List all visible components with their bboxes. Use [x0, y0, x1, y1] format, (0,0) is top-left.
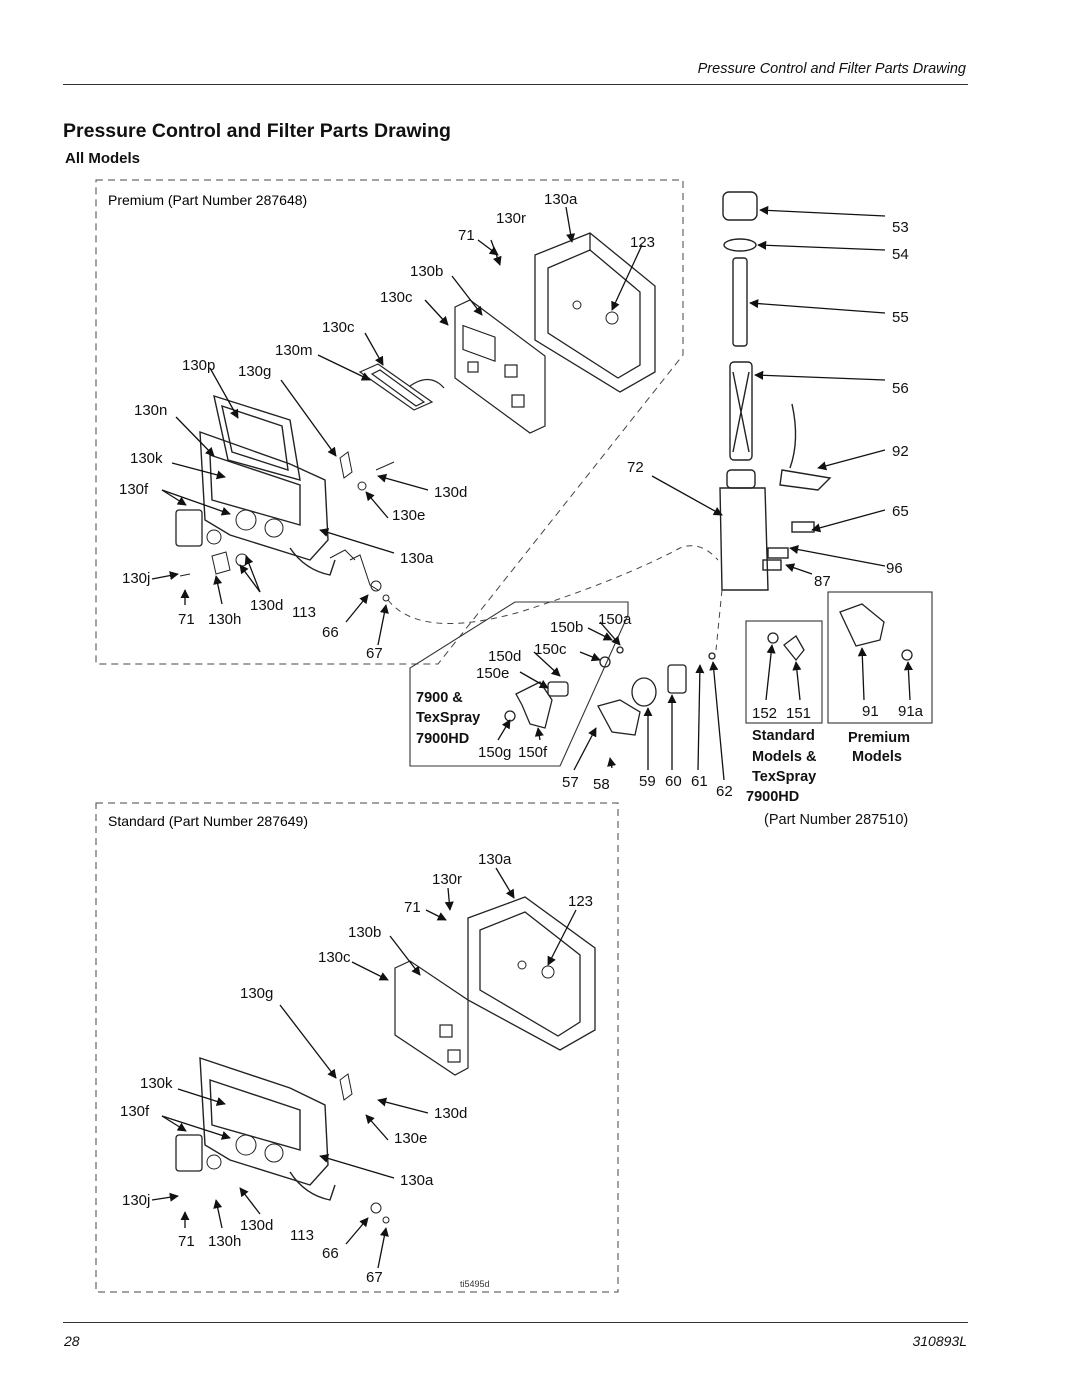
callout-label: 59 — [639, 773, 656, 790]
callout-label: 113 — [290, 1227, 314, 1244]
callout-label: 54 — [892, 246, 909, 263]
callout-label: 130e — [394, 1130, 428, 1147]
nozzle-callout-labels — [752, 703, 924, 722]
callout-label: 53 — [892, 219, 909, 236]
callout-label: 150e — [476, 665, 510, 682]
callout-label: 61 — [691, 773, 708, 790]
footer-rule — [63, 1322, 968, 1323]
hose-path — [388, 546, 718, 624]
standard-box-outline — [96, 803, 618, 1292]
filter-callout-labels — [627, 219, 909, 590]
callout-label: 72 — [627, 459, 644, 476]
standard-front-panel — [200, 1058, 335, 1200]
callout-label: 91a — [898, 703, 924, 720]
callout-label: 130b — [348, 924, 382, 941]
callout-label: 130d — [240, 1217, 274, 1234]
callout-label: 130f — [120, 1103, 150, 1120]
callout-label: 130g — [238, 363, 272, 380]
callout-label: 130k — [130, 450, 163, 467]
callout-label: 66 — [322, 1245, 339, 1262]
model-note-line: 7900HD — [416, 731, 470, 747]
drawing-id: ti5495d — [460, 1279, 490, 1289]
callout-label: 150f — [518, 744, 548, 761]
callout-label: 71 — [178, 611, 195, 628]
standard-box-caption: Standard (Part Number 287649) — [108, 813, 308, 829]
callout-label: 60 — [665, 773, 682, 790]
premium-model-note — [848, 730, 910, 765]
callout-label: 67 — [366, 1269, 383, 1286]
callout-label: 150a — [598, 611, 632, 628]
premium-box-outline — [96, 180, 683, 664]
callout-label: 130m — [275, 342, 313, 359]
callout-label: 130j — [122, 570, 151, 587]
callout-label: 130a — [400, 1172, 434, 1189]
callout-label: 130d — [250, 597, 284, 614]
callout-label: 55 — [892, 309, 909, 326]
standard-back-housing — [468, 897, 595, 1050]
premium-circuit-board — [455, 300, 545, 433]
document-number: 310893L — [912, 1333, 967, 1349]
callout-label: 150c — [534, 641, 567, 658]
callout-label: 150b — [550, 619, 584, 636]
callout-label: 152 — [752, 705, 778, 722]
callout-label: 130j — [122, 1192, 151, 1209]
premium-front-panel — [200, 396, 335, 575]
callout-label: 130c — [322, 319, 355, 336]
callout-label: 67 — [366, 645, 383, 662]
callout-label: 130r — [496, 210, 527, 227]
section-title: All Models — [65, 150, 141, 167]
callout-label: 130h — [208, 611, 242, 628]
callout-label: 130d — [434, 1105, 468, 1122]
callout-label: 71 — [404, 899, 421, 916]
valve-model-note — [416, 690, 480, 747]
callout-label: 65 — [892, 503, 909, 520]
callout-label: 151 — [786, 705, 812, 722]
callout-label: 87 — [814, 573, 831, 590]
model-note-line: TexSpray — [416, 710, 481, 726]
filter-column — [720, 192, 830, 590]
callout-label: 130a — [544, 191, 578, 208]
callout-label: 130k — [140, 1075, 173, 1092]
callout-label: 92 — [892, 443, 909, 460]
standard-circuit-board — [395, 961, 468, 1075]
callout-label: 130b — [410, 263, 444, 280]
model-note-line: TexSpray — [752, 769, 817, 785]
nozzle-part-number: (Part Number 287510) — [764, 812, 909, 828]
model-note-line: Premium — [848, 730, 911, 746]
callout-label: 56 — [892, 380, 909, 397]
callout-label: 130n — [134, 402, 168, 419]
callout-label: 130a — [400, 550, 434, 567]
callout-label: 130c — [380, 289, 413, 306]
premium-display-strip — [360, 364, 444, 410]
callout-label: 62 — [716, 783, 733, 800]
model-note-line: Models — [852, 749, 902, 765]
premium-housing-fitting — [606, 312, 618, 324]
callout-label: 130d — [434, 484, 468, 501]
page-number: 28 — [64, 1333, 80, 1349]
callout-label: 96 — [886, 560, 903, 577]
callout-label: 123 — [568, 893, 594, 910]
model-note-line: 7900 & — [416, 690, 463, 706]
premium-callout-labels — [119, 191, 655, 662]
callout-label: 130f — [119, 481, 149, 498]
callout-label: 91 — [862, 703, 879, 720]
callout-label: 113 — [292, 604, 316, 621]
callout-label: 57 — [562, 774, 579, 791]
page-title: Pressure Control and Filter Parts Drawing — [63, 120, 451, 142]
callout-label: 123 — [630, 234, 656, 251]
callout-label: 130a — [478, 851, 512, 868]
standard-callout-labels — [120, 851, 593, 1286]
model-note-line: Standard — [752, 728, 815, 744]
bottom-callout-labels — [562, 773, 733, 800]
valve-parts — [505, 647, 623, 728]
callout-label: 130g — [240, 985, 274, 1002]
callout-label: 71 — [178, 1233, 195, 1250]
callout-label: 130c — [318, 949, 351, 966]
callout-label: 66 — [322, 624, 339, 641]
standard-model-note — [746, 728, 817, 805]
callout-label: 130p — [182, 357, 216, 374]
model-note-line: 7900HD — [746, 789, 800, 805]
callout-label: 150g — [478, 744, 512, 761]
callout-label: 130r — [432, 871, 463, 888]
premium-rocker-switch — [176, 510, 202, 546]
callout-label: 58 — [593, 776, 610, 793]
model-note-line: Models & — [752, 749, 817, 765]
callout-label: 130e — [392, 507, 426, 524]
bottom-parts — [598, 653, 715, 735]
callout-label: 150d — [488, 648, 522, 665]
callout-label: 130h — [208, 1233, 242, 1250]
premium-box-caption: Premium (Part Number 287648) — [108, 192, 308, 208]
running-header: Pressure Control and Filter Parts Drawing — [697, 61, 966, 77]
callout-label: 71 — [458, 227, 475, 244]
